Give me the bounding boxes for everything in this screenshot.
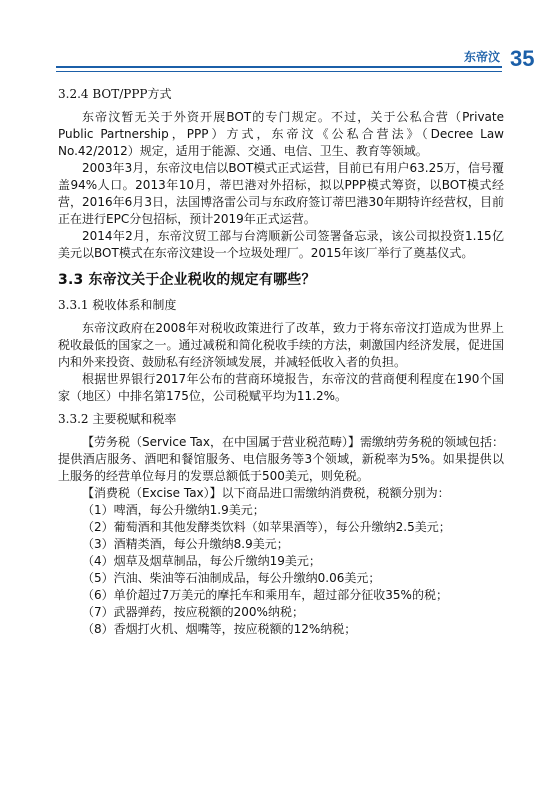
- header-rule-thin: [56, 71, 502, 72]
- paragraph: 2003年3月，东帝汶电信以BOT模式正式运营，目前已有用户63.25万，信号覆盖94%人口。2013年10月，蒂巴港对外招标，拟以PPP模式筹资，以BOT模式经营，2016年6月3日，法国博洛雷公司与东政府签订蒂巴港30年期特许经营权，目前正在进行EPC分包招标，预计2019年正式运营。: [58, 161, 504, 226]
- paragraph: 【劳务税（Service Tax，在中国属于营业税范畴）】需缴纳劳务税的领域包括：提供酒店服务、酒吧和餐馆服务、电信服务等3个领域，新税率为5%。如果提供以上服务的经营单位每月的发票总额低于500美元，则免税。: [58, 435, 504, 483]
- paragraph: 根据世界银行2017年公布的营商环境报告，东帝汶的营商便利程度在190个国家（地区）中排名第175位，公司税赋平均为11.2%。: [58, 372, 504, 403]
- list-item: （3）酒精类酒，每公升缴纳8.9美元；: [82, 537, 289, 551]
- heading-3-2-4: 3.2.4 BOT/PPP方式: [58, 87, 172, 101]
- page-body: [58, 80, 504, 638]
- list-item: （7）武器弹药，按应税额的200%纳税；: [82, 605, 304, 619]
- list-item: （1）啤酒，每公升缴纳1.9美元；: [82, 503, 265, 517]
- list-item: （4）烟草及烟草制品，每公斤缴纳19美元；: [82, 554, 321, 568]
- paragraph: 【消费税（Excise Tax）】以下商品进口需缴纳消费税，税额分别为：: [82, 486, 450, 500]
- heading-3-3-2: 3.3.2 主要税赋和税率: [58, 412, 177, 426]
- header-tab: 东帝汶: [463, 50, 500, 64]
- header-rule: [56, 66, 502, 68]
- list-item: （5）汽油、柴油等石油制成品，每公升缴纳0.06美元；: [82, 571, 381, 585]
- heading-3-3-1: 3.3.1 税收体系和制度: [58, 298, 177, 312]
- list-item: （8）香烟打火机、烟嘴等，按应税额的12%纳税；: [82, 622, 357, 636]
- list-item: （2）葡萄酒和其他发酵类饮料（如苹果酒等），每公升缴纳2.5美元；: [82, 520, 451, 534]
- list-item: （6）单价超过7万美元的摩托车和乘用车，超过部分征收35%的税；: [82, 588, 448, 602]
- paragraph: 东帝汶政府在2008年对税收政策进行了改革，致力于将东帝汶打造成为世界上税收最低的国家之一。通过减税和简化税收手续的方法，刺激国内经济发展，促进国内和外来投资、鼓励私有经济领域发展，并减轻低收入者的负担。: [58, 321, 504, 369]
- paragraph: 东帝汶暂无关于外资开展BOT的专门规定。不过，关于公私合营（Private Public Partnership，PPP）方式，东帝汶《公私合营法》（Decree Law No.42/2012）规定，适用于能源、交通、电信、卫生、教育等领域。: [58, 110, 504, 158]
- heading-3-3: 3.3 东帝汶关于企业税收的规定有哪些？: [58, 272, 316, 288]
- paragraph: 2014年2月，东帝汶贸工部与台湾顺新公司签署备忘录，该公司拟投资1.15亿美元以BOT模式在东帝汶建设一个垃圾处理厂。2015年该厂举行了奠基仪式。: [58, 229, 504, 260]
- page-number: 35: [510, 46, 535, 71]
